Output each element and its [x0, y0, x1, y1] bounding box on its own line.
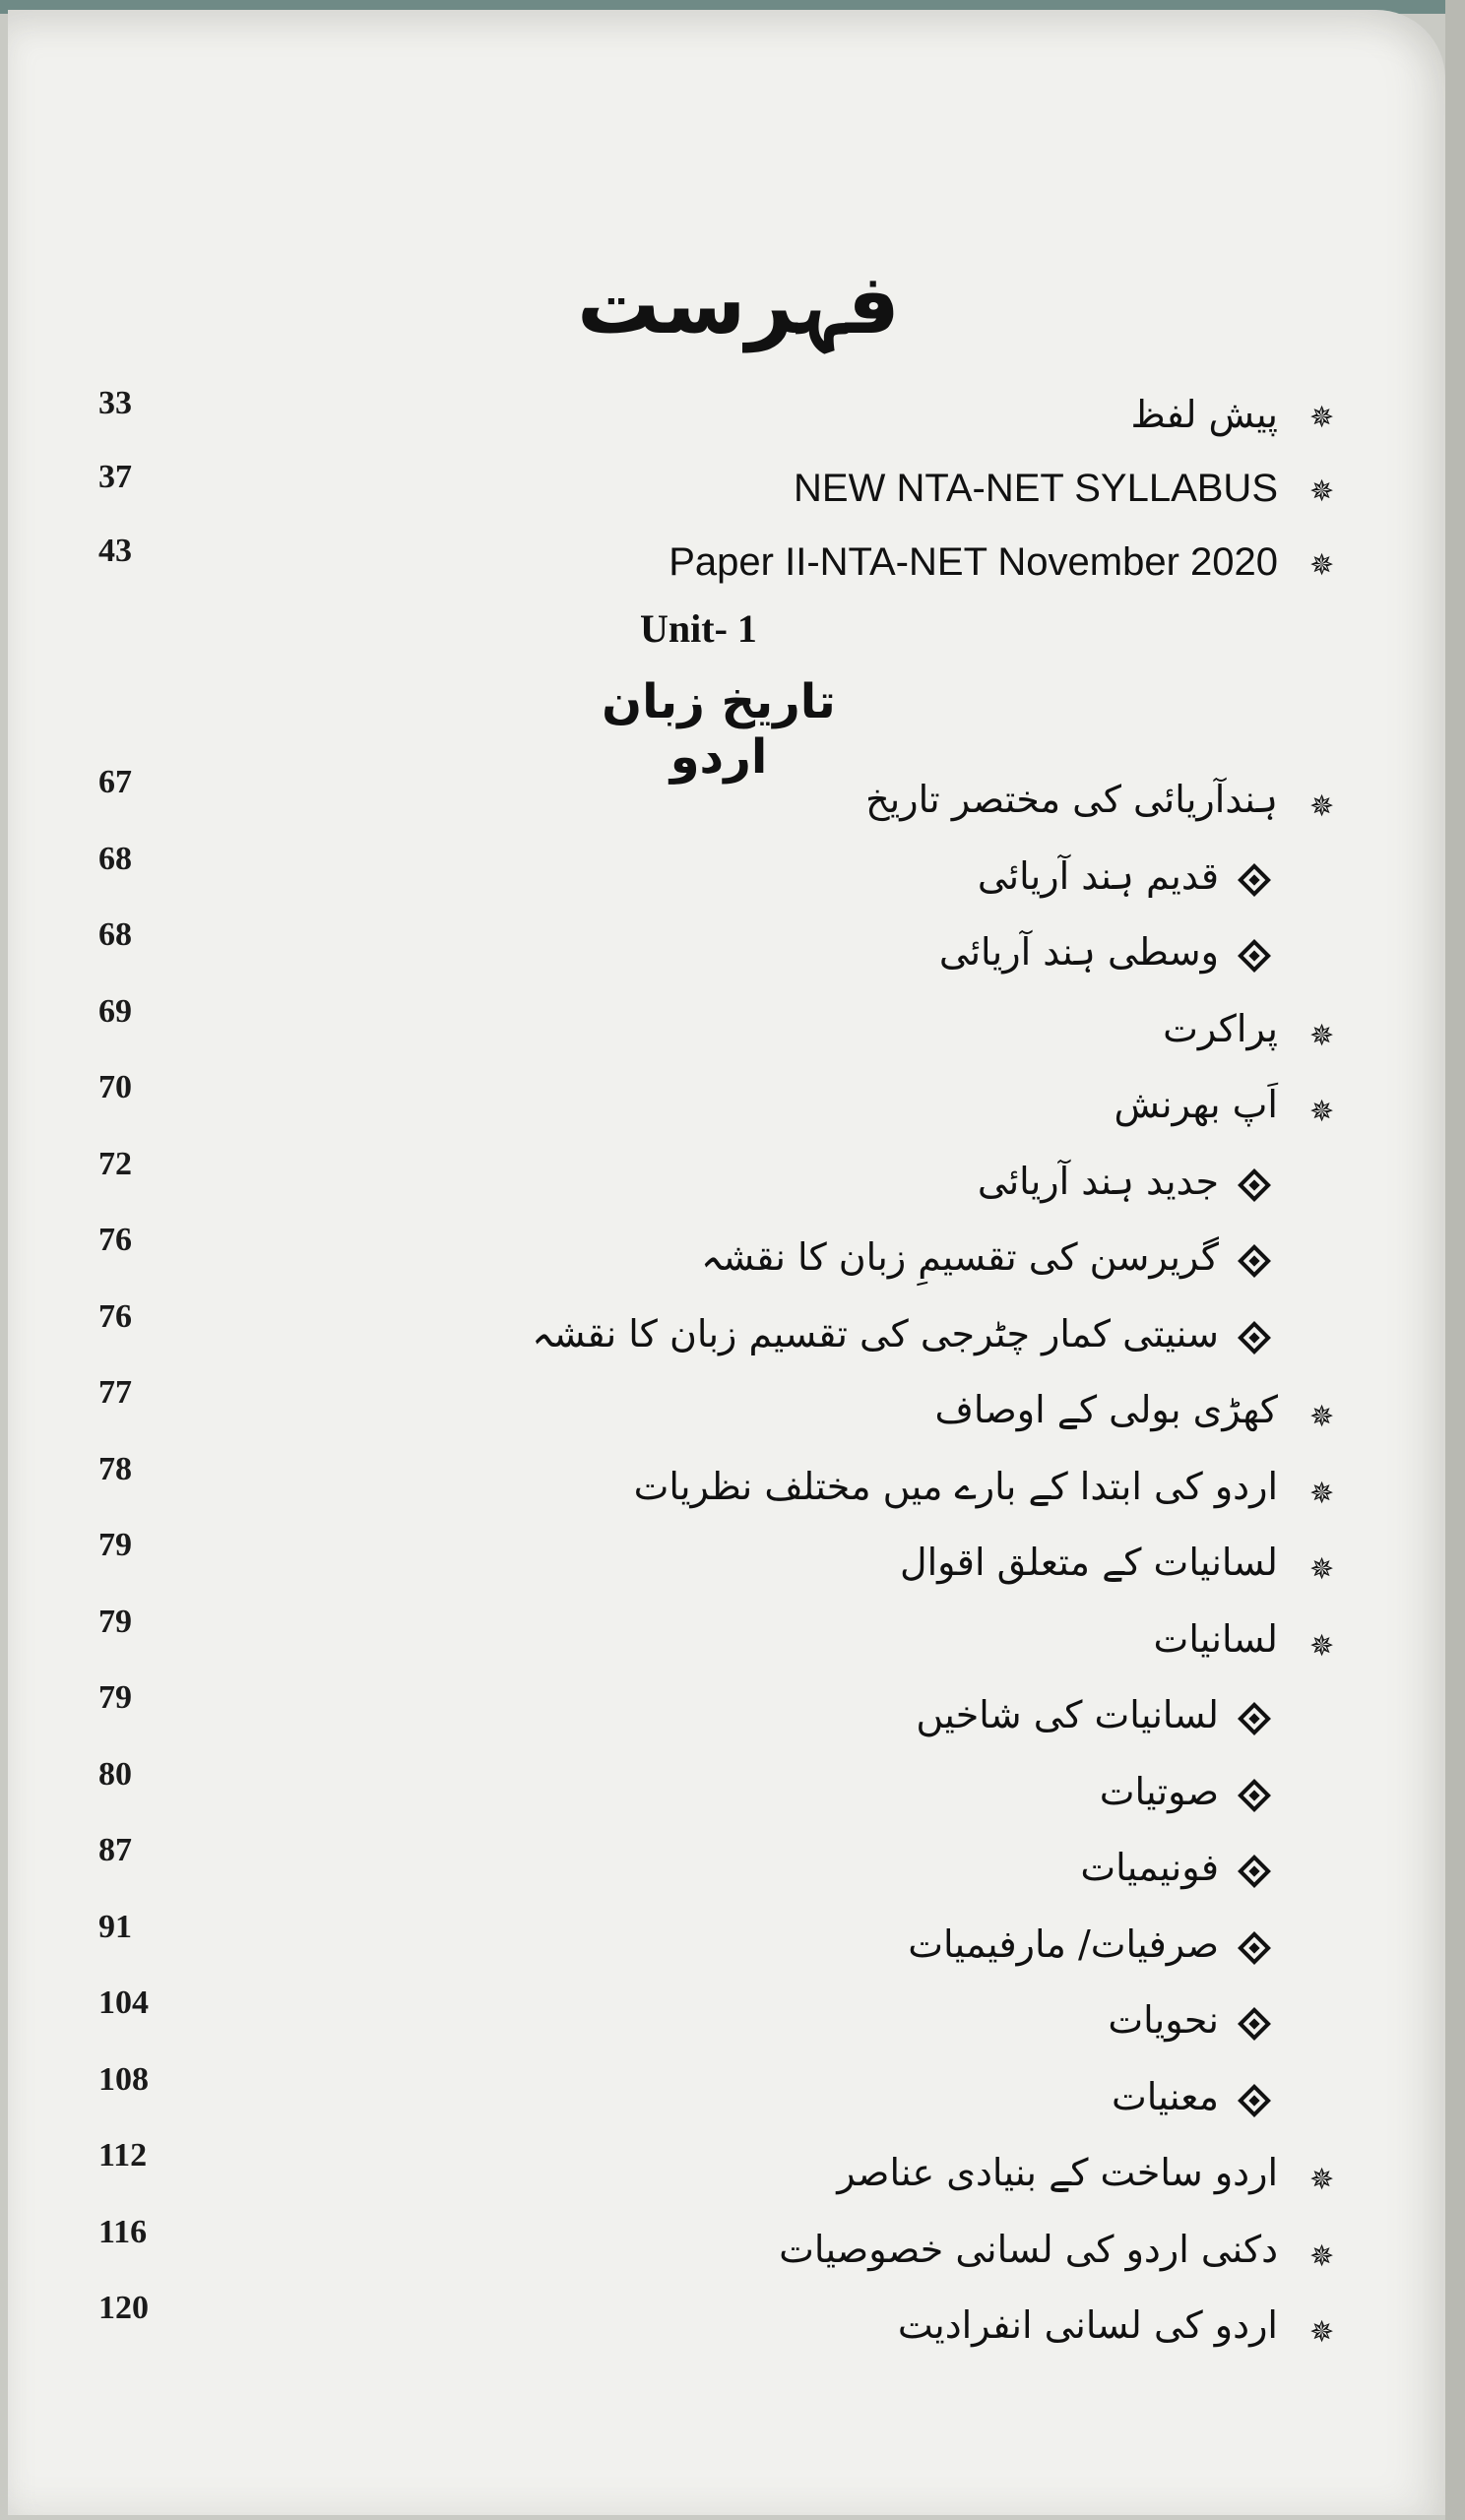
toc-row [0, 1216, 1465, 1285]
page-title: فہرست [576, 256, 900, 352]
entry-label: گریرسن کی تقسیمِ زبان کا نقشہ [700, 1235, 1219, 1279]
toc-row [0, 2208, 1465, 2277]
page-number: 79 [98, 1527, 132, 1563]
page-number: 70 [98, 1069, 132, 1105]
diamond-bullet-icon [1238, 1702, 1271, 1735]
page-number: 79 [98, 1604, 132, 1640]
page-number: 76 [98, 1298, 132, 1335]
toc-row [0, 379, 1465, 448]
toc-row [0, 758, 1465, 827]
star-bullet-icon: ✵ [1309, 2163, 1335, 2197]
diamond-bullet-icon [1238, 1779, 1271, 1812]
entry-label: فونیمیات [1080, 1846, 1219, 1889]
diamond-bullet-icon [1238, 1244, 1271, 1278]
toc-row [0, 2055, 1465, 2124]
diamond-bullet-icon [1238, 2007, 1271, 2041]
toc-row [0, 1598, 1465, 1667]
toc-row [0, 2131, 1465, 2200]
toc-row [0, 911, 1465, 979]
page-number: 67 [98, 764, 132, 800]
toc-row [0, 1903, 1465, 1972]
diamond-bullet-icon [1238, 1931, 1271, 1965]
diamond-bullet-icon [1238, 1321, 1271, 1354]
page-number: 79 [98, 1679, 132, 1716]
entry-label: اَپ بھرنش [1114, 1083, 1278, 1126]
unit-title: تاریخ زبان اردو [602, 674, 836, 785]
diamond-bullet-icon [1238, 863, 1271, 897]
page-number: 120 [98, 2290, 149, 2326]
entry-label: ہندآریائی کی مختصر تاریخ [865, 778, 1278, 821]
toc-row [0, 2284, 1465, 2353]
page-number: 104 [98, 1984, 149, 2021]
entry-label: لسانیات کے متعلق اقوال [900, 1541, 1278, 1584]
entry-label: Paper II-NTA-NET November 2020 [669, 540, 1278, 584]
page-number: 80 [98, 1756, 132, 1793]
entry-label: NEW NTA-NET SYLLABUS [794, 467, 1278, 510]
star-bullet-icon: ✵ [1309, 401, 1335, 435]
star-bullet-icon: ✵ [1309, 474, 1335, 509]
star-bullet-icon: ✵ [1309, 1095, 1335, 1129]
entry-label: دکنی اردو کی لسانی خصوصیات [779, 2228, 1278, 2271]
star-bullet-icon: ✵ [1309, 1019, 1335, 1053]
star-bullet-icon: ✵ [1309, 548, 1335, 583]
star-bullet-icon: ✵ [1309, 1552, 1335, 1587]
page-number: 68 [98, 841, 132, 877]
entry-label: کھڑی بولی کے اوصاف [934, 1388, 1278, 1431]
entry-label: لسانیات کی شاخیں [916, 1693, 1219, 1736]
toc-row [0, 1979, 1465, 2048]
page-number: 37 [98, 459, 132, 495]
page-number: 78 [98, 1451, 132, 1487]
entry-label: پراکرت [1163, 1007, 1278, 1050]
entry-label: صوتیات [1099, 1770, 1219, 1813]
star-bullet-icon: ✵ [1309, 1400, 1335, 1434]
toc-row [0, 987, 1465, 1056]
toc-row [0, 1063, 1465, 1132]
toc-row [0, 1140, 1465, 1209]
entry-label: لسانیات [1153, 1617, 1278, 1661]
entry-label: اردو ساخت کے بنیادی عناصر [837, 2151, 1278, 2194]
entry-label: اردو کی ابتدا کے بارے میں مختلف نظریات [633, 1465, 1278, 1508]
page-number: 69 [98, 993, 132, 1030]
toc-row [0, 527, 1465, 596]
star-bullet-icon: ✵ [1309, 1629, 1335, 1664]
page-number: 108 [98, 2061, 149, 2098]
toc-row [0, 1368, 1465, 1437]
page-number: 87 [98, 1832, 132, 1868]
entry-label: وسطی ہند آریائی [938, 930, 1219, 974]
toc-row [0, 1673, 1465, 1742]
star-bullet-icon: ✵ [1309, 789, 1335, 824]
entry-label: قدیم ہند آریائی [977, 854, 1219, 898]
entry-label: نحویات [1108, 1998, 1219, 2042]
page-number: 72 [98, 1146, 132, 1182]
page-number: 68 [98, 916, 132, 953]
star-bullet-icon: ✵ [1309, 1477, 1335, 1511]
diamond-bullet-icon [1238, 1855, 1271, 1888]
page-number: 116 [98, 2214, 148, 2250]
toc-row [0, 453, 1465, 522]
page-number: 112 [98, 2137, 148, 2174]
diamond-bullet-icon [1238, 2084, 1271, 2117]
page-number: 33 [98, 385, 132, 421]
entry-label: معنیات [1112, 2075, 1219, 2118]
page-number: 43 [98, 533, 132, 569]
toc-row [0, 835, 1465, 904]
entry-label: جدید ہند آریائی [977, 1160, 1219, 1203]
page-number: 76 [98, 1222, 132, 1258]
entry-label: سنیتی کمار چٹرجی کی تقسیم زبان کا نقشہ [532, 1312, 1219, 1355]
entry-label: اردو کی لسانی انفرادیت [897, 2303, 1278, 2347]
entry-label: صرفیات/ مارفیمیات [908, 1922, 1219, 1966]
toc-row [0, 1826, 1465, 1895]
toc-row [0, 1521, 1465, 1590]
star-bullet-icon: ✵ [1309, 2239, 1335, 2274]
diamond-bullet-icon [1238, 1168, 1271, 1202]
entry-label: پیش لفظ [1130, 393, 1278, 436]
toc-row [0, 1750, 1465, 1819]
diamond-bullet-icon [1238, 939, 1271, 973]
page-number: 77 [98, 1374, 132, 1411]
unit-label: Unit- 1 [640, 606, 757, 651]
toc-row [0, 1292, 1465, 1361]
star-bullet-icon: ✵ [1309, 2315, 1335, 2350]
toc-row [0, 1445, 1465, 1514]
page-number: 91 [98, 1909, 132, 1945]
